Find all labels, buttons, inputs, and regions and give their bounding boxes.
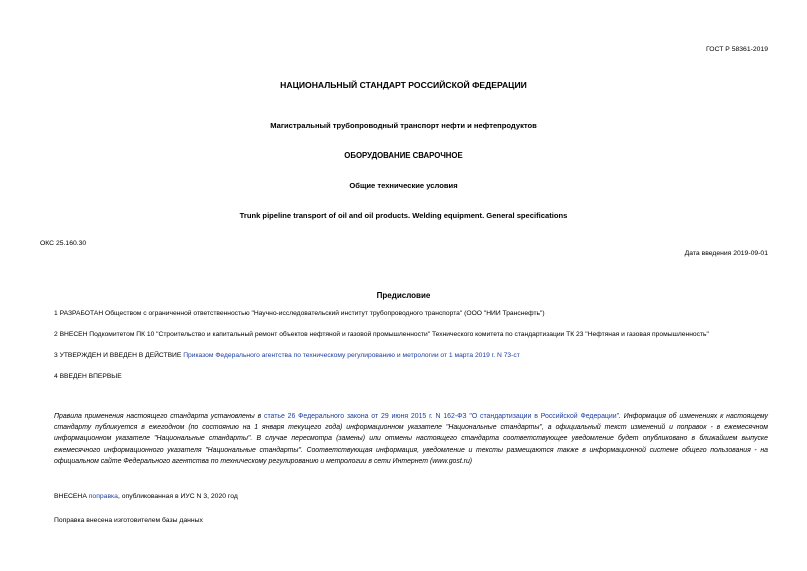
introduction-date: Дата введения 2019-09-01 (684, 250, 768, 257)
foreword-item-approved (54, 352, 520, 359)
foreword-heading: Предисловие (376, 291, 431, 300)
rules-text-start: Правила применения настоящего стандарта установлены в (54, 413, 265, 420)
oks-code: ОКС 25.160.30 (40, 240, 87, 247)
english-title: Trunk pipeline transport of oil and oil products. Welding equipment. General specifications (239, 211, 568, 220)
order-link[interactable]: Приказом Федерального агентства по техническому регулированию и метрологии от 1 марта 2019 г. N 73-ст (183, 352, 520, 359)
general-specs-title: Общие технические условия (349, 181, 458, 190)
amendment-prefix: ВНЕСЕНА (54, 493, 89, 500)
rules-text-end: . Информация об изменениях к настоящему стандарту публикуется в ежегодном (по состоянию на 1 января текущего года) информационном указателе "Национальные стандарты", а официальный текст изменений и поправок - в ежемесячном информационном указателе "Национальные стандарты". В случае пересмотра (замены) или отмены настоящего стандарта соответствующее уведомление будет опубликовано в ближайшем выпуске ежемесячного информационного указателя "Национальные стандарты". Соответствующая информация, уведомление и тексты размещаются также в информационной системе общего пользования - на официальном сайте Федерального агентства по техническому регулированию и метрологии в сети Интернет (www.gost.ru) (54, 413, 768, 465)
foreword-item-submitted: 2 ВНЕСЕН Подкомитетом ПК 10 "Строительство и капитальный ремонт объектов нефтяной и газовой промышленности" Технического комитета по стандартизации ТК 23 "Нефтяная и газовая промышленность" (54, 331, 709, 338)
federal-law-link[interactable]: статье 26 Федерального закона от 29 июня 2015 г. N 162-ФЗ "О стандартизации в Российской Федерации" (264, 413, 620, 420)
document-code: ГОСТ Р 58361-2019 (705, 46, 768, 53)
amendment-note: Поправка внесена изготовителем базы данных (54, 517, 203, 524)
equipment-title: ОБОРУДОВАНИЕ СВАРОЧНОЕ (344, 151, 463, 160)
application-rules-paragraph (54, 411, 768, 467)
foreword-item-first-introduced: 4 ВВЕДЕН ВПЕРВЫЕ (54, 373, 122, 380)
national-standard-title: НАЦИОНАЛЬНЫЙ СТАНДАРТ РОССИЙСКОЙ ФЕДЕРАЦИИ (280, 80, 527, 90)
amendment-line (54, 493, 238, 500)
foreword-item-developed: 1 РАЗРАБОТАН Обществом с ограниченной ответственностью "Научно-исследовательский институт трубопроводного транспорта" (ООО "НИИ Транснефть") (54, 310, 545, 317)
amendment-link[interactable]: поправка (88, 493, 118, 500)
standard-subtitle: Магистральный трубопроводный транспорт нефти и нефтепродуктов (270, 121, 537, 130)
approved-label: 3 УТВЕРЖДЕН И ВВЕДЕН В ДЕЙСТВИЕ (54, 352, 184, 359)
amendment-suffix: , опубликованная в ИУС N 3, 2020 год (117, 493, 238, 500)
